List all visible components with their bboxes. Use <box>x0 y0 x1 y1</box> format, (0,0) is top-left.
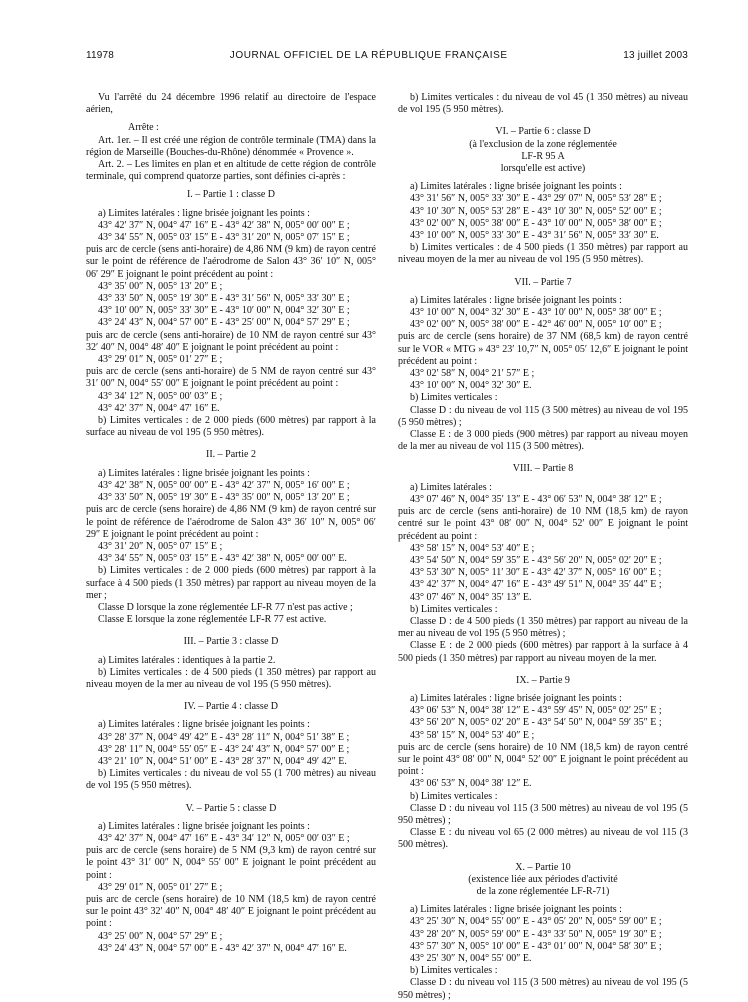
part-2-class-e: Classe E lorsque la zone réglementée LF-R 77 est active. <box>98 614 327 626</box>
part-9-lateral: a) Limites latérales : ligne brisée joignant les points : <box>410 692 622 704</box>
right-column <box>398 92 688 1002</box>
coordinate-line: 43° 10′ 00″ N, 004° 32′ 30″ E - 43° 10′ 00″ N, 005° 38′ 00″ E ; <box>410 307 662 319</box>
coordinate-line: 43° 07′ 46″ N, 004° 35′ 13″ E - 43° 06′ 53″ N, 004° 38′ 12″ E ; <box>410 493 662 505</box>
part-5-vertical: b) Limites verticales : du niveau de vol 45 (1 350 mètres) au niveau de vol 195 (5 950 mètres). <box>398 92 688 116</box>
arc-description: puis arc de cercle (sens anti-horaire) de 10 NM de rayon centré sur 43° 32′ 40″ N, 004° 48′ 40″ E joignant le point précédent au point : <box>86 329 376 353</box>
coordinate-line: 43° 06′ 53″ N, 004° 38′ 12″ E. <box>410 778 532 790</box>
part-10-class-d: Classe D : du niveau vol 115 (3 500 mètres) au niveau de vol 195 (5 950 mètres) ; <box>398 977 688 1001</box>
coordinate-line: 43° 02′ 58″ N, 004° 21′ 57″ E ; <box>410 368 535 380</box>
coordinate-line: 43° 06′ 53″ N, 004° 38′ 12″ E - 43° 59′ 45″ N, 005° 02′ 25″ E ; <box>410 705 662 717</box>
part-10-lateral: a) Limites latérales : ligne brisée joignant les points : <box>410 904 622 916</box>
arc-description: puis arc de cercle (sens horaire) de 37 NM (68,5 km) de rayon centré sur le VOR « MTG » 43° 23′ 10,7″ N, 005° 05′ 12,6″ E joignant le point précédent au point : <box>398 331 688 367</box>
part-7-lateral: a) Limites latérales : ligne brisée joignant les points : <box>410 294 622 306</box>
coordinate-line: 43° 02′ 00″ N, 005° 38′ 00″ E - 43° 10′ 00″ N, 005° 38′ 00″ E ; <box>410 217 662 229</box>
part-6-subheading: lorsqu'elle est active) <box>500 163 586 175</box>
left-column <box>86 92 376 1002</box>
part-1-vertical: b) Limites verticales : de 2 000 pieds (600 mètres) par rapport à la surface au niveau de vol 195 (5 950 mètres). <box>86 415 376 439</box>
part-10-vertical: b) Limites verticales : <box>410 965 498 977</box>
part-3-lateral: a) Limites latérales : identiques à la partie 2. <box>98 654 276 666</box>
coordinate-line: 43° 34′ 12″ N, 005° 00′ 03″ E ; <box>98 390 223 402</box>
arc-description: puis arc de cercle (sens horaire) de 5 NM (9,3 km) de rayon centré sur le point 43° 31′ 00″ N, 004° 55′ 00″ E joignant le point précédent au point : <box>86 845 376 881</box>
coordinate-line: 43° 58′ 15″ N, 004° 53′ 40″ E ; <box>410 542 535 554</box>
coordinate-line: 43° 24′ 43″ N, 004° 57′ 00″ E - 43° 25′ 00″ N, 004° 57′ 29″ E ; <box>98 317 350 329</box>
coordinate-line: 43° 42′ 37″ N, 004° 47′ 16″ E - 43° 49′ 51″ N, 004° 35′ 44″ E ; <box>410 579 662 591</box>
coordinate-line: 43° 42′ 37″ N, 004° 47′ 16″ E - 43° 34′ 12″ N, 005° 00′ 03″ E ; <box>98 832 350 844</box>
two-column-body <box>86 92 688 1002</box>
part-2-lateral: a) Limites latérales : ligne brisée joignant les points : <box>98 467 310 479</box>
coordinate-line: 43° 07′ 46″ N, 004° 35′ 13″ E. <box>410 591 532 603</box>
coordinate-line: 43° 35′ 00″ N, 005° 13′ 20″ E ; <box>98 280 223 292</box>
part-6-vertical: b) Limites verticales : de 4 500 pieds (1 350 mètres) par rapport au niveau moyen de la mer au niveau de vol 195 (5 950 mètres). <box>398 242 688 266</box>
part-2-heading: II. – Partie 2 <box>206 449 256 461</box>
coordinate-line: 43° 02′ 00″ N, 005° 38′ 00″ E - 42° 46′ 00″ N, 005° 10′ 00″ E ; <box>410 319 662 331</box>
coordinate-line: 43° 28′ 20″ N, 005° 59′ 00″ E - 43° 33′ 50″ N, 005° 19′ 30″ E ; <box>410 928 662 940</box>
coordinate-line: 43° 57′ 30″ N, 005° 10′ 00″ E - 43° 01′ 00″ N, 004° 58′ 30″ E ; <box>410 940 662 952</box>
part-9-vertical: b) Limites verticales : <box>410 790 498 802</box>
publication-date: 13 juillet 2003 <box>623 50 688 61</box>
part-10-subheading: de la zone réglementée LF-R-71) <box>476 885 610 897</box>
arc-description: puis arc de cercle (sens horaire) de 10 NM (18,5 km) de rayon centré sur le point 43° 32′ 40″ N, 004° 48′ 40″ E joignant le point précédent au point : <box>86 893 376 930</box>
coordinate-line: 43° 10′ 00″ N, 005° 33′ 30″ E - 43° 31′ 56″ N, 005° 33′ 30″ E. <box>410 230 659 242</box>
part-9-class-d: Classe D : du niveau vol 115 (3 500 mètres) au niveau de vol 195 (5 950 mètres) ; <box>398 802 688 826</box>
coordinate-line: 43° 31′ 56″ N, 005° 33′ 30″ E - 43° 29′ 07″ N, 005° 53′ 28″ E ; <box>410 193 662 205</box>
part-10-heading: X. – Partie 10 <box>515 861 571 873</box>
arc-description: puis arc de cercle (sens anti-horaire) de 10 NM (18,5 km) de rayon centré sur le point 43° 08′ 00″ N, 004° 52′ 00″ E joignant le point précédent au point : <box>398 506 688 542</box>
article-1: Art. 1er. – Il est créé une région de contrôle terminale (TMA) dans la région de Marseille (Bouches-du-Rhône) dénommée « Provence ». <box>86 134 376 158</box>
coordinate-line: 43° 58′ 15″ N, 004° 53′ 40″ E ; <box>410 729 535 741</box>
coordinate-line: 43° 42′ 38″ N, 005° 00′ 00″ E - 43° 42′ 37″ N, 005° 16′ 00″ E ; <box>98 479 350 491</box>
coordinate-line: 43° 34′ 55″ N, 005° 03′ 15″ E - 43° 42′ 38″ N, 005° 00′ 00″ E. <box>98 553 347 565</box>
coordinate-line: 43° 42′ 37″ N, 004° 47′ 16″ E - 43° 42′ 38″ N, 005° 00′ 00″ E ; <box>98 219 350 231</box>
preamble-vu: Vu l'arrêté du 24 décembre 1996 relatif au directoire de l'espace aérien, <box>86 92 376 116</box>
article-2: Art. 2. – Les limites en plan et en altitude de cette région de contrôle terminale, qui comprend quatorze parties, sont définies ci-après : <box>86 159 376 183</box>
coordinate-line: 43° 25′ 00″ N, 004° 57′ 29″ E ; <box>98 930 223 942</box>
coordinate-line: 43° 33′ 50″ N, 005° 19′ 30″ E - 43° 35′ 00″ N, 005° 13′ 20″ E ; <box>98 492 350 504</box>
part-4-heading: IV. – Partie 4 : classe D <box>184 701 278 713</box>
part-7-class-d: Classe D : du niveau de vol 115 (3 500 mètres) au niveau de vol 195 (5 950 mètres) ; <box>398 404 688 428</box>
part-7-vertical: b) Limites verticales : <box>410 392 498 404</box>
part-3-heading: III. – Partie 3 : classe D <box>183 636 279 648</box>
coordinate-line: 43° 28′ 37″ N, 004° 49′ 42″ E - 43° 28′ 11″ N, 004° 51′ 38″ E ; <box>98 731 350 743</box>
coordinate-line: 43° 10′ 30″ N, 005° 53′ 28″ E - 43° 10′ 30″ N, 005° 52′ 00″ E ; <box>410 205 662 217</box>
arc-description: puis arc de cercle (sens anti-horaire) de 5 NM de rayon centré sur 43° 31′ 00″ N, 004° 55′ 00″ E joignant le point précédent au point : <box>86 366 376 390</box>
page-number: 11978 <box>86 50 115 61</box>
coordinate-line: 43° 29′ 01″ N, 005° 01′ 27″ E ; <box>98 354 223 366</box>
part-7-class-e: Classe E : de 3 000 pieds (900 mètres) par rapport au niveau moyen de la mer au niveau de vol 115 (3 500 mètres). <box>398 429 688 453</box>
arc-description: puis arc de cercle (sens horaire) de 10 NM (18,5 km) de rayon centré sur le point 43° 08′ 00″ N, 004° 52′ 00″ E joignant le point précédent au point : <box>398 741 688 778</box>
coordinate-line: 43° 28′ 11″ N, 004° 55′ 05″ E - 43° 24′ 43″ N, 004° 57′ 00″ E ; <box>98 743 350 755</box>
coordinate-line: 43° 53′ 30″ N, 005° 11′ 30″ E - 43° 42′ 37″ N, 005° 16′ 00″ E ; <box>410 567 662 579</box>
arc-description: puis arc de cercle (sens horaire) de 4,86 NM (9 km) de rayon centré sur le point de référence de l'aérodrome de Salon 43° 36′ 10″ N, 005° 06′ 29″ E joignant le point précédent au point : <box>86 504 376 540</box>
part-3-vertical: b) Limites verticales : de 4 500 pieds (1 350 mètres) par rapport au niveau moyen de la mer au niveau de vol 195 (5 950 mètres). <box>86 666 376 690</box>
coordinate-line: 43° 29′ 01″ N, 005° 01′ 27″ E ; <box>98 881 223 893</box>
arc-description: puis arc de cercle (sens anti-horaire) de 4,86 NM (9 km) de rayon centré sur le point de référence de l'aérodrome de Salon 43° 36′ 10″ N, 005° 06′ 29″ E joignant le point précédent au point : <box>86 244 376 280</box>
part-2-class-d: Classe D lorsque la zone réglementée LF-R 77 n'est pas active ; <box>98 601 353 613</box>
part-9-class-e: Classe E : du niveau vol 65 (2 000 mètres) au niveau de vol 115 (3 500 mètres). <box>398 827 688 851</box>
part-2-vertical: b) Limites verticales : de 2 000 pieds (600 mètres) par rapport à la surface à 4 500 pieds (1 350 mètres) par rapport au niveau moyen de la mer ; <box>86 565 376 601</box>
part-10-subheading: (existence liée aux périodes d'activité <box>468 873 618 885</box>
coordinate-line: 43° 31′ 20″ N, 005° 07′ 15″ E ; <box>98 540 223 552</box>
coordinate-line: 43° 10′ 00″ N, 004° 32′ 30″ E. <box>410 380 532 392</box>
part-1-heading: I. – Partie 1 : classe D <box>186 189 276 201</box>
arrete-label: Arrête : <box>128 122 159 134</box>
coordinate-line: 43° 54′ 50″ N, 004° 59′ 35″ E - 43° 56′ 20″ N, 005° 02′ 20″ E ; <box>410 554 662 566</box>
coordinate-line: 43° 21′ 10″ N, 004° 51′ 00″ E - 43° 28′ 37″ N, 004° 49′ 42″ E. <box>98 755 347 767</box>
coordinate-line: 43° 34′ 55″ N, 005° 03′ 15″ E - 43° 31′ 20″ N, 005° 07′ 15″ E ; <box>98 232 350 244</box>
coordinate-line: 43° 25′ 30″ N, 004° 55′ 00″ E. <box>410 953 532 964</box>
part-4-lateral: a) Limites latérales : ligne brisée joignant les points : <box>98 719 310 731</box>
part-8-heading: VIII. – Partie 8 <box>512 463 574 475</box>
coordinate-line: 43° 56′ 20″ N, 005° 02′ 20″ E - 43° 54′ 50″ N, 004° 59′ 35″ E ; <box>410 717 662 729</box>
coordinate-line: 43° 25′ 30″ N, 004° 55′ 00″ E - 43° 05′ 20″ N, 005° 59′ 00″ E ; <box>410 916 662 928</box>
coordinate-line: 43° 42′ 37″ N, 004° 47′ 16″ E. <box>98 402 220 414</box>
coordinate-line: 43° 33′ 50″ N, 005° 19′ 30″ E - 43° 31′ 56″ N, 005° 33′ 30″ E ; <box>98 293 350 305</box>
journal-title: JOURNAL OFFICIEL DE LA RÉPUBLIQUE FRANÇAISE <box>229 50 508 61</box>
part-7-heading: VII. – Partie 7 <box>514 276 572 288</box>
coordinate-line: 43° 24′ 43″ N, 004° 57′ 00″ E - 43° 42′ 37″ N, 004° 47′ 16″ E. <box>98 942 347 954</box>
part-6-lateral: a) Limites latérales : ligne brisée joignant les points : <box>410 181 622 193</box>
part-8-class-e: Classe E : de 2 000 pieds (600 mètres) par rapport à la surface à 4 500 pieds (1 350 mètres) par rapport au niveau moyen de la mer. <box>398 640 688 664</box>
part-5-heading: V. – Partie 5 : classe D <box>185 802 277 814</box>
part-6-subheading: LF-R 95 A <box>521 150 565 162</box>
part-4-vertical: b) Limites verticales : du niveau de vol 55 (1 700 mètres) au niveau de vol 195 (5 950 mètres). <box>86 768 376 792</box>
part-8-lateral: a) Limites latérales : <box>410 481 492 493</box>
part-6-heading: VI. – Partie 6 : classe D <box>495 126 591 138</box>
part-5-lateral: a) Limites latérales : ligne brisée joignant les points : <box>98 820 310 832</box>
part-9-heading: IX. – Partie 9 <box>516 674 570 686</box>
coordinate-line: 43° 10′ 00″ N, 005° 33′ 30″ E - 43° 10′ 00″ N, 004° 32′ 30″ E ; <box>98 305 350 317</box>
part-8-vertical: b) Limites verticales : <box>410 603 498 615</box>
page-header <box>86 50 688 62</box>
part-1-lateral: a) Limites latérales : ligne brisée joignant les points : <box>98 207 310 219</box>
part-6-subheading: (à l'exclusion de la zone réglementée <box>469 138 617 150</box>
part-8-class-d: Classe D : de 4 500 pieds (1 350 mètres) par rapport au niveau de la mer au niveau de vol 195 (5 950 mètres) ; <box>398 615 688 640</box>
